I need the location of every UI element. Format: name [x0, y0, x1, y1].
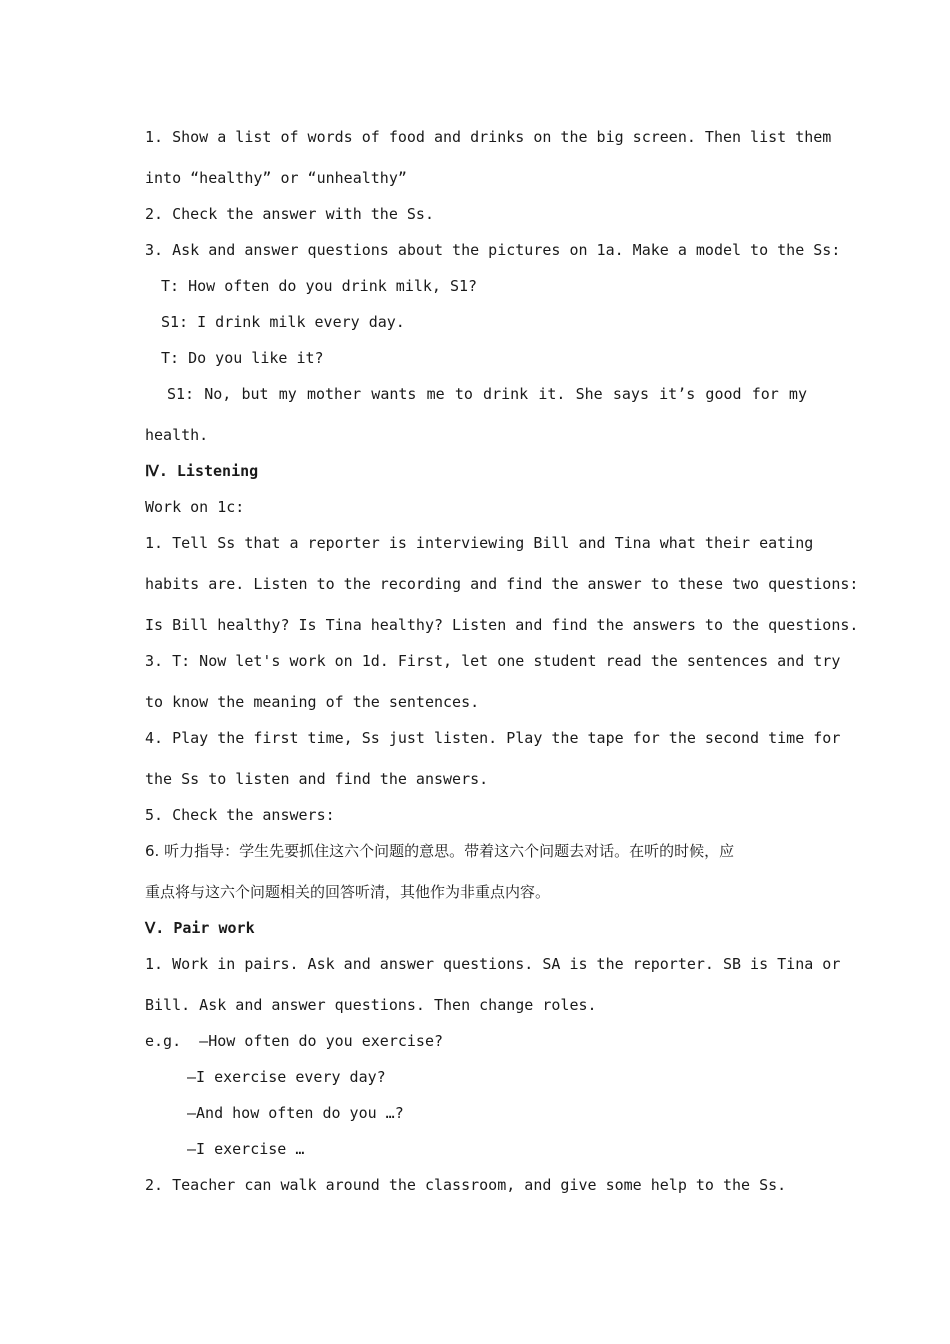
s3-dialog-line4: S1: No, but my mother wants me to drink it. She says it’s good for my: [167, 385, 807, 403]
s4-item4-line2: the Ss to listen and find the answers.: [145, 770, 489, 788]
s5-item2: 2. Teacher can walk around the classroom, and give some help to the Ss.: [145, 1176, 787, 1194]
s4-item1-line2: habits are. Listen to the recording and find the answer to these two questions:: [145, 575, 859, 593]
section-heading-pair-work: Ⅴ. Pair work: [145, 919, 255, 937]
s5-example-line3: —And how often do you …?: [187, 1104, 404, 1122]
s3-item3: 3. Ask and answer questions about the pictures on 1a. Make a model to the Ss:: [145, 241, 841, 259]
s3-item1-line2: into “healthy” or “unhealthy”: [145, 169, 407, 187]
section-heading-listening: Ⅳ. Listening: [145, 462, 259, 480]
s4-item5: 5. Check the answers:: [145, 806, 335, 824]
s4-item4-line1: 4. Play the first time, Ss just listen. Play the tape for the second time for: [145, 729, 841, 747]
s3-dialog-line4-cont: health.: [145, 426, 209, 444]
s5-example-line4: —I exercise …: [187, 1140, 305, 1158]
s4-item6-line1: 6. 听力指导：学生先要抓住这六个问题的意思。带着这六个问题去对话。在听的时候，应: [145, 842, 735, 860]
s5-example-line1: e.g. —How often do you exercise?: [145, 1032, 444, 1050]
s3-item1-line1: 1. Show a list of words of food and drinks on the big screen. Then list them: [145, 128, 832, 146]
s5-item1-line2: Bill. Ask and answer questions. Then change roles.: [145, 996, 597, 1014]
s4-item1-line3: Is Bill healthy? Is Tina healthy? Listen and find the answers to the questions.: [145, 616, 859, 634]
s5-item1-line1: 1. Work in pairs. Ask and answer questions. SA is the reporter. SB is Tina or: [145, 955, 841, 973]
s5-example-line2: —I exercise every day?: [187, 1068, 386, 1086]
s4-item1-line1: 1. Tell Ss that a reporter is interviewing Bill and Tina what their eating: [145, 534, 814, 552]
s3-dialog-line3: T: Do you like it?: [161, 349, 324, 367]
s3-dialog-line2: S1: I drink milk every day.: [161, 313, 405, 331]
s4-item3-line2: to know the meaning of the sentences.: [145, 693, 480, 711]
s4-item6-line2: 重点将与这六个问题相关的回答听清，其他作为非重点内容。: [145, 883, 551, 901]
s4-item3-line1: 3. T: Now let's work on 1d. First, let one student read the sentences and try: [145, 652, 841, 670]
s3-item2: 2. Check the answer with the Ss.: [145, 205, 434, 223]
s3-dialog-line1: T: How often do you drink milk, S1?: [161, 277, 478, 295]
s4-work-on: Work on 1c:: [145, 498, 245, 516]
